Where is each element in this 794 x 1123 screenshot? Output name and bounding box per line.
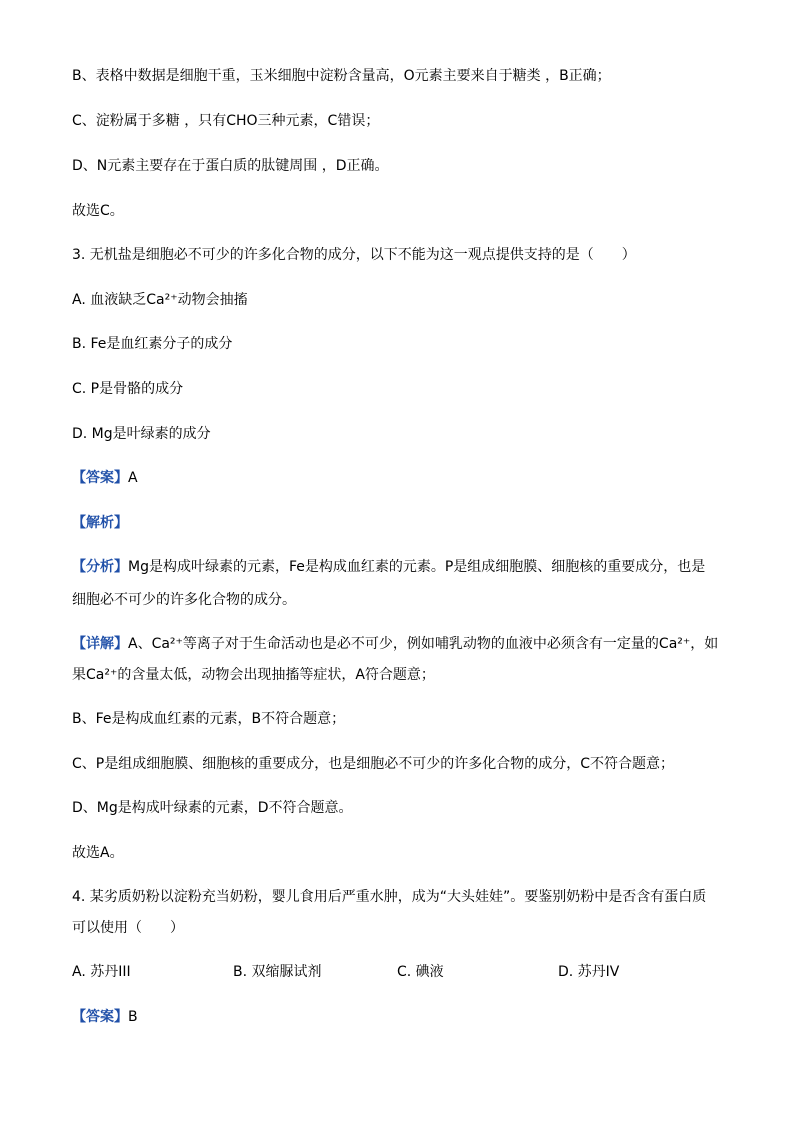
q3-fenxi-line1: [72, 557, 705, 577]
q4-answer: [72, 1007, 138, 1027]
q2-explanation-c: C、淀粉属于多糖 ，只有CHO三种元素，C错误；: [72, 113, 380, 129]
q4-option-b: B. 双缩脲试剂: [233, 964, 322, 980]
q3-xiangjie-b: B、Fe是构成血红素的元素，B不符合题意；: [72, 711, 346, 727]
answer-tag: 【答案】: [72, 470, 128, 486]
q4-option-c: C. 碘液: [397, 964, 444, 980]
q4-stem-line1: 4. 某劣质奶粉以淀粉充当奶粉，婴儿食用后严重水肿，成为“大头娃娃”。要鉴别奶粉中是否含有蛋白质: [72, 889, 707, 905]
q3-answer: [72, 468, 138, 488]
q4-option-a: A. 苏丹III: [72, 964, 131, 980]
q3-option-c: C. P是骨骼的成分: [72, 381, 184, 397]
xiangjie-tag: 【详解】: [72, 636, 128, 652]
q3-stem: 3. 无机盐是细胞必不可少的许多化合物的成分，以下不能为这一观点提供支持的是（ ）: [72, 247, 636, 263]
q3-xiangjie-line2: 果Ca²⁺的含量太低，动物会出现抽搐等症状，A符合题意；: [72, 667, 435, 683]
fenxi-tag: 【分析】: [72, 559, 128, 575]
q3-xiangjie-c: C、P是组成细胞膜、细胞核的重要成分，也是细胞必不可少的许多化合物的成分，C不符合题意；: [72, 756, 674, 772]
q4-option-d: D. 苏丹IV: [558, 964, 620, 980]
answer-tag: 【答案】: [72, 1009, 128, 1025]
q3-analysis-heading: [72, 513, 128, 533]
q3-option-a: A. 血液缺乏Ca²⁺动物会抽搐: [72, 292, 248, 308]
q4-stem-line2: 可以使用（ ）: [72, 920, 184, 936]
q2-explanation-d: D、N元素主要存在于蛋白质的肽键周围 ，D正确。: [72, 158, 389, 174]
answer-value: B: [128, 1009, 138, 1025]
q3-xiangjie-d: D、Mg是构成叶绿素的元素，D不符合题意。: [72, 800, 353, 816]
q2-explanation-b: B、表格中数据是细胞干重，玉米细胞中淀粉含量高，O元素主要来自于糖类 ，B正确；: [72, 68, 611, 84]
q3-option-b: B. Fe是血红素分子的成分: [72, 336, 233, 352]
q3-conclusion: 故选A。: [72, 845, 124, 861]
q2-conclusion: 故选C。: [72, 203, 124, 219]
analysis-tag: 【解析】: [72, 515, 128, 531]
q3-fenxi-line2: 细胞必不可少的许多化合物的成分。: [72, 592, 296, 608]
fenxi-text: Mg是构成叶绿素的元素，Fe是构成血红素的元素。P是组成细胞膜、细胞核的重要成分，也是: [128, 559, 706, 575]
q3-option-d: D. Mg是叶绿素的成分: [72, 426, 211, 442]
answer-value: A: [128, 470, 138, 486]
xiangjie-text: A、Ca²⁺等离子对于生命活动也是必不可少，例如哺乳动物的血液中必须含有一定量的Ca²⁺，如: [128, 636, 719, 652]
q3-xiangjie-line1: [72, 634, 718, 654]
